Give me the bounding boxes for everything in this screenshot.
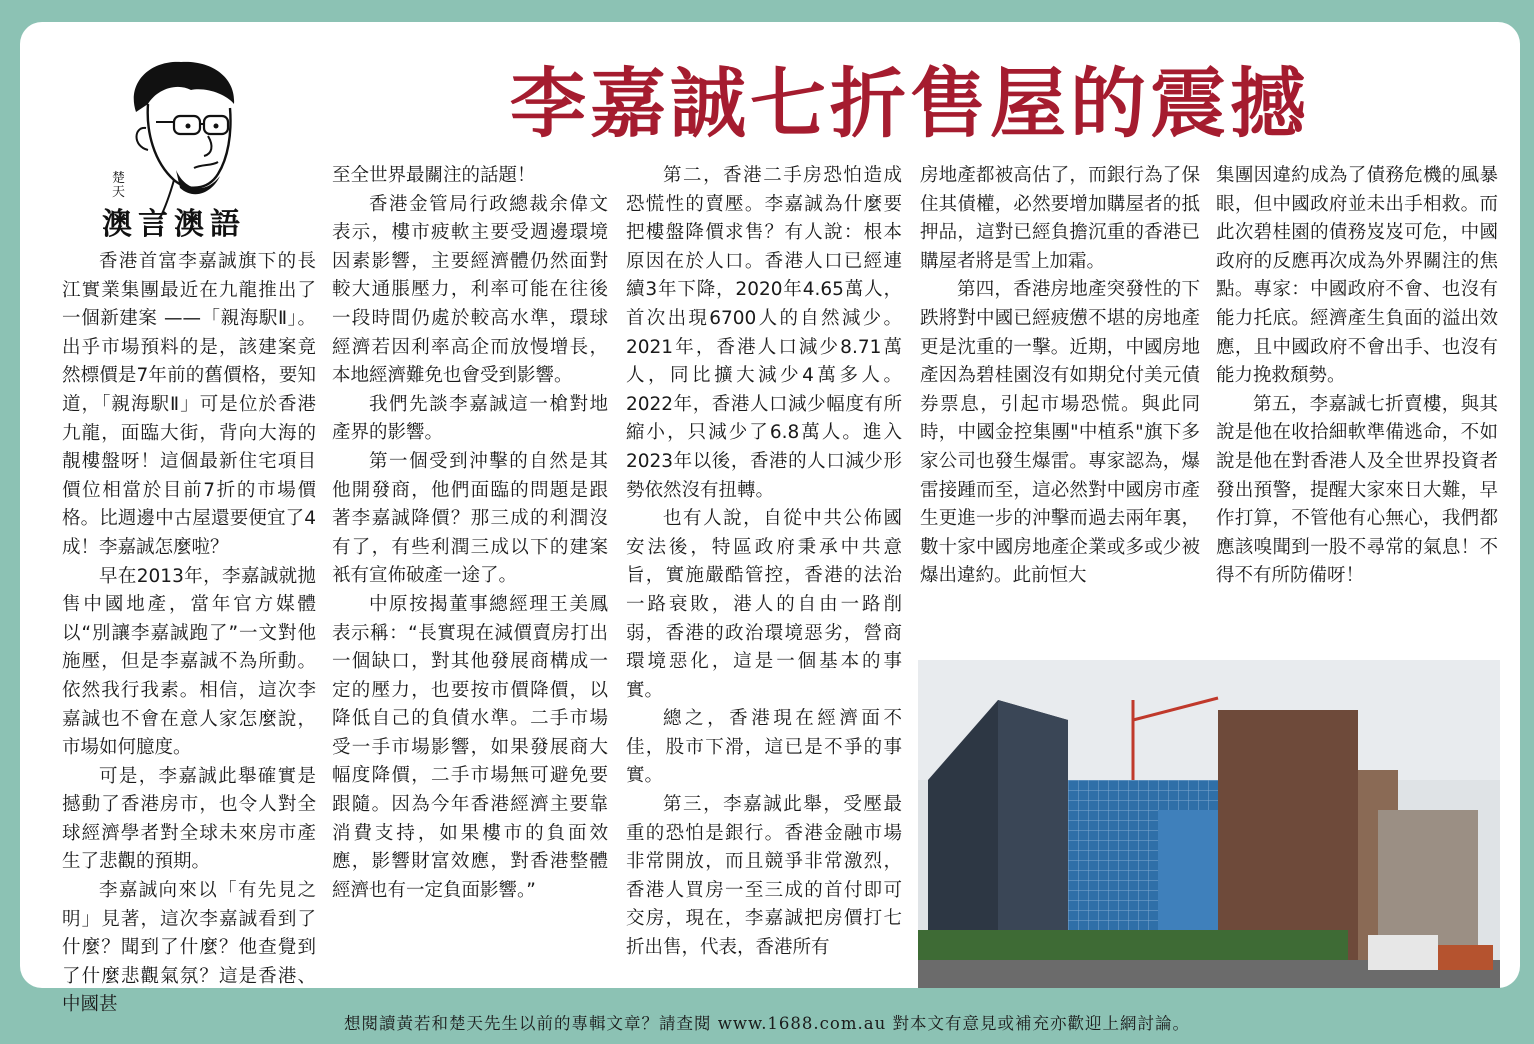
article-column-2 (332, 162, 608, 990)
article-paragraph: 第三，李嘉誠此舉，受壓最重的恐怕是銀行。香港金融市場非常開放，而且競爭非常激烈，香港人買房一至三成的首付即可交房，現在，李嘉誠把房價打七折出售，代表，香港所有 (626, 794, 902, 959)
article-column-5 (1216, 162, 1498, 652)
article-paragraph: 李嘉誠向來以「有先見之明」見著，這次李嘉誠看到了什麼？聞到了什麼？他查覺到了什麼悲觀氣氛？這是香港、中國甚 (62, 880, 316, 1016)
footer-note: 想閱讀黃若和楚天先生以前的專輯文章？請查閱 www.1688.com.au 對本文有意見或補充亦歡迎上網討論。 (344, 1014, 1190, 1033)
article-paragraph: 也有人說，自從中共公佈國安法後，特區政府秉承中共意旨，實施嚴酷管控，香港的法治一路衰敗，港人的自由一路削弱，香港的政治環境惡劣，營商環境惡化，這是一個基本的事實。 (626, 508, 902, 701)
article-paragraph: 香港金管局行政總裁余偉文表示，樓市疲軟主要受週邊環境因素影響，主要經濟體仍然面對較大通脹壓力，利率可能在往後一段時間仍處於較高水準，環球經濟若因利率高企而放慢增長，本地經濟難免也會受到影響。 (332, 193, 608, 387)
article-column-4 (920, 162, 1200, 652)
article-paragraph: 第五，李嘉誠七折賣樓，與其說是他在收拾細軟準備逃命，不如說是他在對香港人及全世界投資者發出預警，提醒大家來日大難，早作打算，不管他有心無心，我們都應該嗅聞到一股不尋常的氣息！不得不有所防備呀！ (1216, 393, 1498, 587)
article-paragraph: 第四，香港房地產突發性的下跌將對中國已經疲憊不堪的房地產更是沈重的一擊。近期，中國房地產因為碧桂園沒有如期兌付美元債券票息，引起市場恐慌。與此同時，中國金控集團"中植系"旗下多家公司也發生爆雷。專家認為，爆雷接踵而至，這必然對中國房市產生更進一步的沖擊而過去兩年裏，數十家中國房地產企業或多或少被爆出違約。此前恒大 (920, 279, 1200, 587)
article-paragraph: 集團因違約成為了債務危機的風暴眼，但中國政府並未出手相救。而此次碧桂園的債務岌岌可危，中國政府的反應再次成為外界關注的焦點。專家：中國政府不會、也沒有能力托底。經濟產生負面的溢出效應，且中國政府不會出手、也沒有能力挽救頹勢。 (1216, 165, 1498, 387)
article-paragraph: 第一個受到沖擊的自然是其他開發商，他們面臨的問題是跟著李嘉誠降價？那三成的利潤沒有了，有些利潤三成以下的建案衹有宣佈破產一途了。 (332, 450, 608, 587)
article-column-1 (62, 248, 316, 1016)
article-paragraph: 可是，李嘉誠此舉確實是撼動了香港房市，也令人對全球經濟學者對全球未來房市產生了悲觀的預期。 (62, 765, 316, 873)
article-column-3 (626, 162, 902, 990)
column-name: 澳言澳語 (102, 207, 246, 242)
construction-site-photo (918, 660, 1500, 988)
article-paragraph: 至全世界最關注的話題！ (332, 165, 536, 186)
article-paragraph: 總之，香港現在經濟面不佳，股市下滑，這已是不爭的事實。 (626, 708, 902, 787)
article-panel (20, 22, 1520, 1016)
headline: 李嘉誠七折售屋的震撼 (510, 59, 1310, 148)
article-paragraph: 早在2013年，李嘉誠就拋售中國地產，當年官方媒體以“別讓李嘉誠跑了”一文對他施壓，但是李嘉誠不為所動。依然我行我素。相信，這次李嘉誠也不會在意人家怎麼說，市場如何臆度。 (62, 565, 316, 759)
columnist-signature: 楚天 (112, 171, 126, 200)
article-paragraph: 香港首富李嘉誠旗下的長江實業集團最近在九龍推出了一個新建案 ——「親海駅Ⅱ」。出乎市場預料的是，該建案竟然標價是7年前的舊價格，要知道，「親海駅Ⅱ」可是位於香港九龍，面臨大街，背向大海的靚樓盤呀！這個最新住宅項目價位相當於目前7折的市場價格。比週邊中古屋還要便宜了4成！李嘉誠怎麼啦？ (62, 251, 316, 558)
article-paragraph: 中原按揭董事總經理王美鳳表示稱：“長實現在減價賣房打出一個缺口，對其他發展商構成一定的壓力，也要按市價降價，以降低自己的負債水準。二手市場受一手市場影響，如果發展商大幅度降價，二手市場無可避免要跟隨。因為今年香港經濟主要靠消費支持，如果樓市的負面效應，影響財富效應，對香港整體經濟也有一定負面影響。” (332, 593, 608, 901)
article-paragraph: 第二，香港二手房恐怕造成恐慌性的賣壓。李嘉誠為什麼要把樓盤降價求售？有人說：根本原因在於人口。香港人口已經連續3年下降，2020年4.65萬人，首次出現6700人的自然減少。2021年，香港人口減少8.71萬人，同比擴大減少4萬多人。2022年，香港人口減少幅度有所縮小，只減少了6.8萬人。進入2023年以後，香港的人口減少形勢依然沒有扭轉。 (626, 165, 902, 501)
article-paragraph: 我們先談李嘉誠這一槍對地產界的影響。 (332, 393, 608, 444)
article-paragraph: 房地產都被高估了，而銀行為了保住其債權，必然要增加購屋者的抵押品，這對已經負擔沉重的香港已購屋者將是雪上加霜。 (920, 165, 1200, 272)
